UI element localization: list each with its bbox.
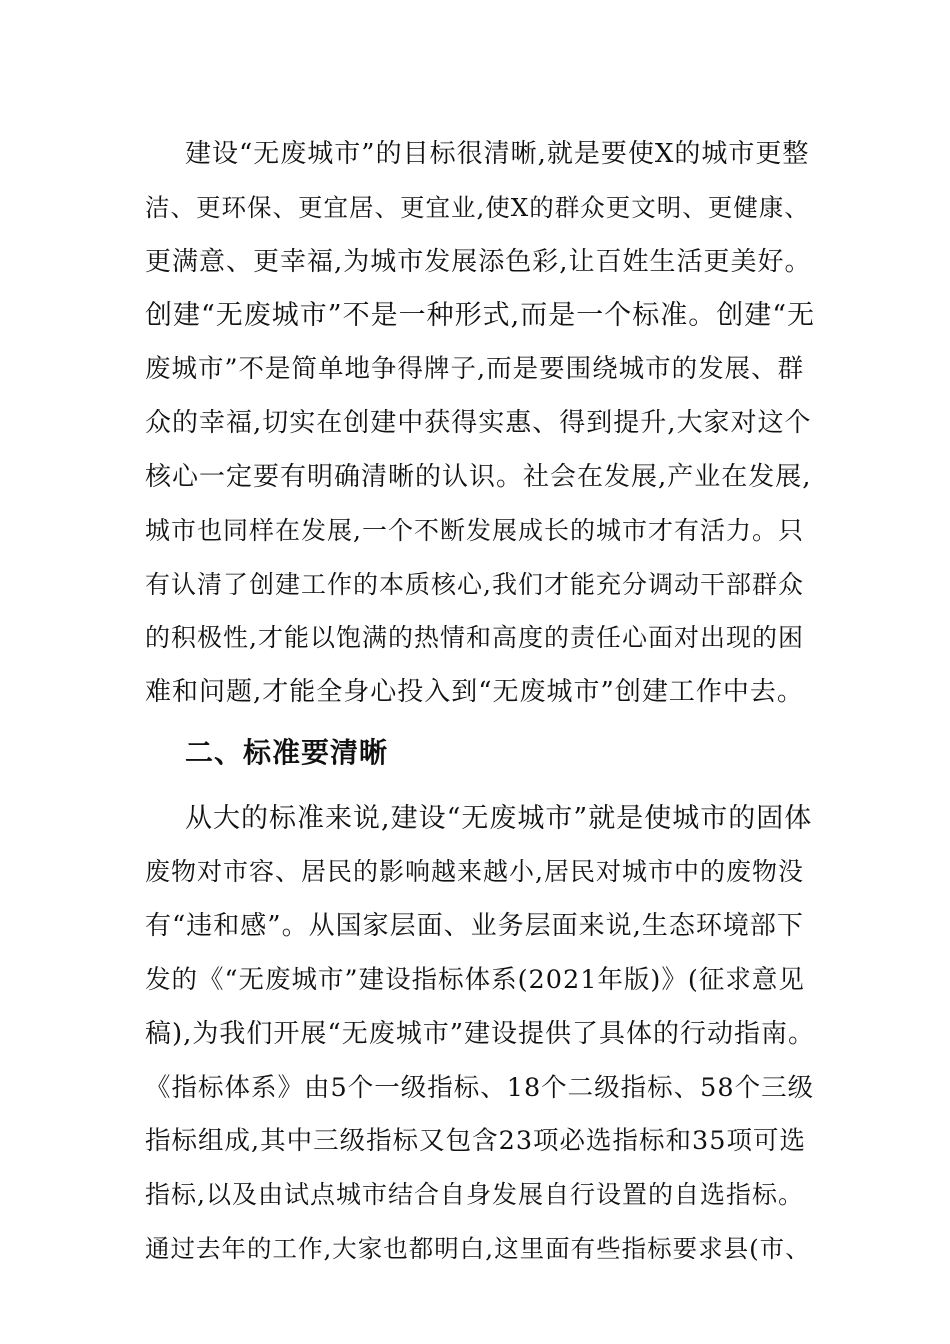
paragraph-line: 的积极性,才能以饱满的热情和高度的责任心面对出现的困 (145, 623, 804, 652)
paragraph-line: 废物对市容、居民的影响越来越小,居民对城市中的废物没 (145, 857, 804, 886)
paragraph-line: 从大的标准来说,建设“无废城市”就是使城市的固体 (185, 803, 813, 834)
paragraph-line: 城市也同样在发展,一个不断发展成长的城市才有活力。只 (145, 516, 804, 545)
paragraph-line: 建设“无废城市”的目标很清晰,就是要使X的城市更整 (185, 139, 810, 169)
paragraph-line: 洁、更环保、更宜居、更宜业,使X的群众更文明、更健康、 (145, 193, 810, 222)
section-heading: 二、标准要清晰 (185, 736, 389, 769)
paragraph-line: 稿),为我们开展“无废城市”建设提供了具体的行动指南。 (145, 1019, 815, 1049)
paragraph-line: 核心一定要有明确清晰的认识。社会在发展,产业在发展, (145, 462, 812, 492)
paragraph-line: 指标,以及由试点城市结合自身发展自行设置的自选指标。 (145, 1180, 804, 1209)
paragraph-line: 难和问题,才能全身心投入到“无废城市”创建工作中去。 (145, 677, 804, 707)
paragraph-line: 指标组成,其中三级指标又包含23项必选指标和35项可选 (145, 1126, 807, 1156)
paragraph-line: 《指标体系》由5个一级指标、18个二级指标、58个三级 (145, 1073, 815, 1103)
paragraph-line: 通过去年的工作,大家也都明白,这里面有些指标要求县(市、 (145, 1234, 811, 1263)
paragraph-line: 有认清了创建工作的本质核心,我们才能充分调动干部群众 (145, 570, 804, 599)
paragraph-line: 众的幸福,切实在创建中获得实惠、得到提升,大家对这个 (145, 408, 812, 438)
paragraph-line: 发的《“无废城市”建设指标体系(2021年版)》(征求意见 (145, 965, 805, 995)
paragraph-line: 更满意、更幸福,为城市发展添色彩,让百姓生活更美好。 (145, 247, 812, 277)
paragraph-line: 废城市”不是简单地争得牌子,而是要围绕城市的发展、群 (145, 354, 805, 384)
paragraph-line: 创建“无废城市”不是一种形式,而是一个标准。创建“无 (145, 300, 815, 331)
paragraph-line: 有“违和感”。从国家层面、业务层面来说,生态环境部下 (145, 911, 804, 941)
